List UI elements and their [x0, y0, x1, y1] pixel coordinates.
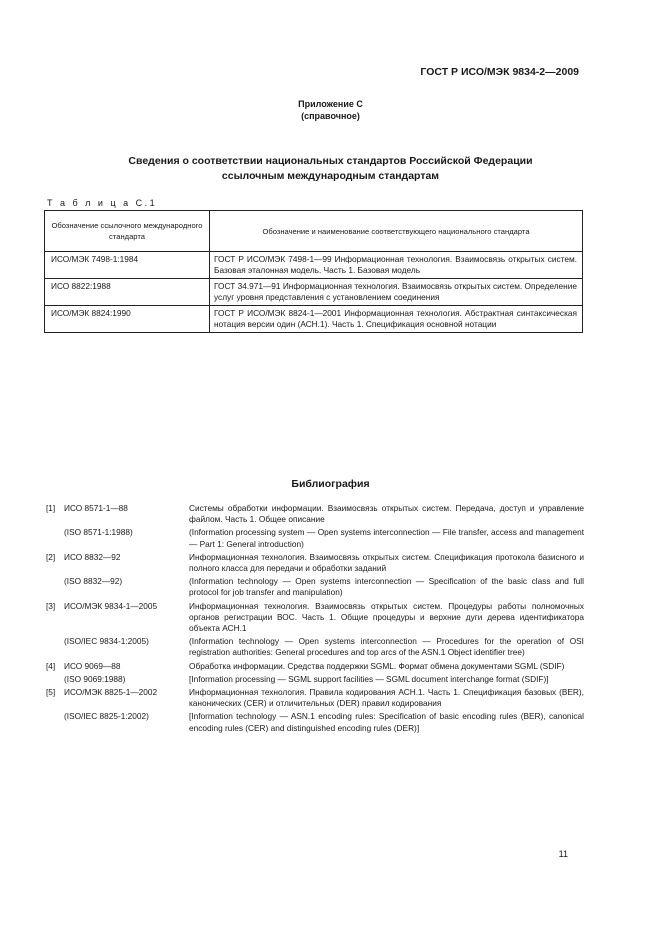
bib-entry-en: [46, 674, 584, 687]
table-row: [45, 306, 583, 333]
bib-text-en: (Information technology — Open systems interconnection — Specification of the basic class and full protocol for job transfer and manipulation): [189, 576, 584, 598]
bib-ref-en: (ISO 8571-1:1988): [64, 527, 133, 538]
bib-entry: [46, 687, 584, 711]
table-label: Т а б л и ц а С.1: [47, 198, 158, 208]
bib-text: Системы обработки информации. Взаимосвязь открытых систем. Передача, доступ и управление файлом. Часть 1. Общее описание: [189, 503, 584, 525]
bib-ref-en: (ISO 8832—92): [64, 576, 123, 587]
col1-header: Обозначение ссылочного международного стандарта: [45, 211, 210, 252]
bib-ref: ИСО 9069—88: [64, 660, 121, 671]
bib-text-en: (Information processing system — Open systems interconnection — File transfer, access and management — Part 1: General introduction): [189, 527, 584, 549]
table-row: [45, 252, 583, 279]
bib-text: Информационная технология. Взаимосвязь открытых систем. Процедуры работы полномочных органов регистрации ВОС. Часть 1. Общие процедуры и верхние дуги дерева идентификатора объекта АСН.1: [189, 600, 584, 634]
bib-text-en: [Information technology — ASN.1 encoding rules: Specification of basic encoding rules (BER), canonical encoding rules (CER) and distinguished encoding rules (DER)]: [189, 711, 584, 733]
bib-text: Информационная технология. Взаимосвязь открытых систем. Спецификация протокола базисного и полного класса для передачи и обработки заданий: [189, 551, 584, 574]
bib-ref-en: (ISO/IEC 8825-1:2002): [64, 711, 149, 722]
bib-entry: [46, 503, 584, 527]
bib-entry: [46, 552, 584, 576]
table-header-row: [45, 211, 583, 252]
bib-text: Обработка информации. Средства поддержки SGML. Формат обмена документами SGML (SDIF): [189, 660, 565, 671]
ref-cell: ИСО/МЭК 8824:1990: [45, 306, 210, 333]
national-cell: ГОСТ Р ИСО/МЭК 7498-1—99 Информационная технология. Взаимосвязь открытых систем. Базовая эталонная модель. Часть 1. Базовая модель: [210, 252, 583, 279]
table-row: [45, 279, 583, 306]
bib-number: [5]: [46, 687, 56, 698]
annex-note: (справочное): [301, 111, 360, 121]
document-header: ГОСТ Р ИСО/МЭК 9834-2—2009: [420, 66, 579, 78]
bib-number: [3]: [46, 600, 56, 611]
bib-entry-en: [46, 636, 584, 660]
national-cell: ГОСТ 34.971—91 Информационная технология. Взаимосвязь открытых систем. Определение услуг уровня представления с установлением соединения: [210, 279, 583, 306]
ref-cell: ИСО 8822:1988: [45, 279, 210, 306]
annex-title: Приложение С: [298, 99, 363, 109]
national-cell: ГОСТ Р ИСО/МЭК 8824-1—2001 Информационная технология. Абстрактная синтаксическая нотация версии один (АСН.1). Часть 1. Спецификация основной нотации: [210, 306, 583, 333]
col2-header: Обозначение и наименование соответствующего национального стандарта: [210, 211, 583, 252]
bibliography-list: [46, 503, 584, 736]
bib-ref: ИСО/МЭК 9834-1—2005: [64, 600, 158, 611]
correspondence-table: [44, 210, 583, 333]
annex-heading: [0, 98, 661, 122]
bib-entry-en: [46, 711, 584, 735]
bib-text: Информационная технология. Правила кодирования АСН.1. Часть 1. Спецификация базовых (BER), канонических (CER) и отличительных (DER) правил кодирования: [189, 687, 584, 709]
bib-number: [4]: [46, 660, 56, 671]
bib-number: [2]: [46, 551, 56, 562]
page-number: 11: [558, 849, 568, 859]
bib-entry: [46, 661, 584, 674]
bib-text-en: [Information processing — SGML support facilities — SGML document interchange format (SDIF)]: [189, 673, 549, 684]
bib-ref-en: (ISO/IEC 9834-1:2005): [64, 636, 149, 647]
bib-text-en: (Information technology — Open systems interconnection — Procedures for the operation of OSI registration authorities: General procedures and top arcs of the ASN.1 Object identifier tree): [189, 636, 584, 658]
bib-entry-en: [46, 527, 584, 551]
section-title: [0, 154, 661, 184]
bib-ref: ИСО/МЭК 8825-1—2002: [64, 687, 158, 698]
bib-ref-en: (ISO 9069:1988): [64, 673, 126, 684]
bib-ref: ИСО 8571-1—88: [64, 503, 128, 513]
bibliography-title: Библиография: [291, 478, 370, 490]
bib-entry: [46, 601, 584, 637]
section-title-line-1: Сведения о соответствии национальных стандартов Российской Федерации: [128, 155, 533, 167]
section-title-line-2: ссылочным международным стандартам: [221, 170, 440, 182]
bib-entry-en: [46, 576, 584, 600]
bib-ref: ИСО 8832—92: [64, 551, 121, 562]
ref-cell: ИСО/МЭК 7498-1:1984: [45, 252, 210, 279]
bib-number: [1]: [46, 503, 56, 513]
